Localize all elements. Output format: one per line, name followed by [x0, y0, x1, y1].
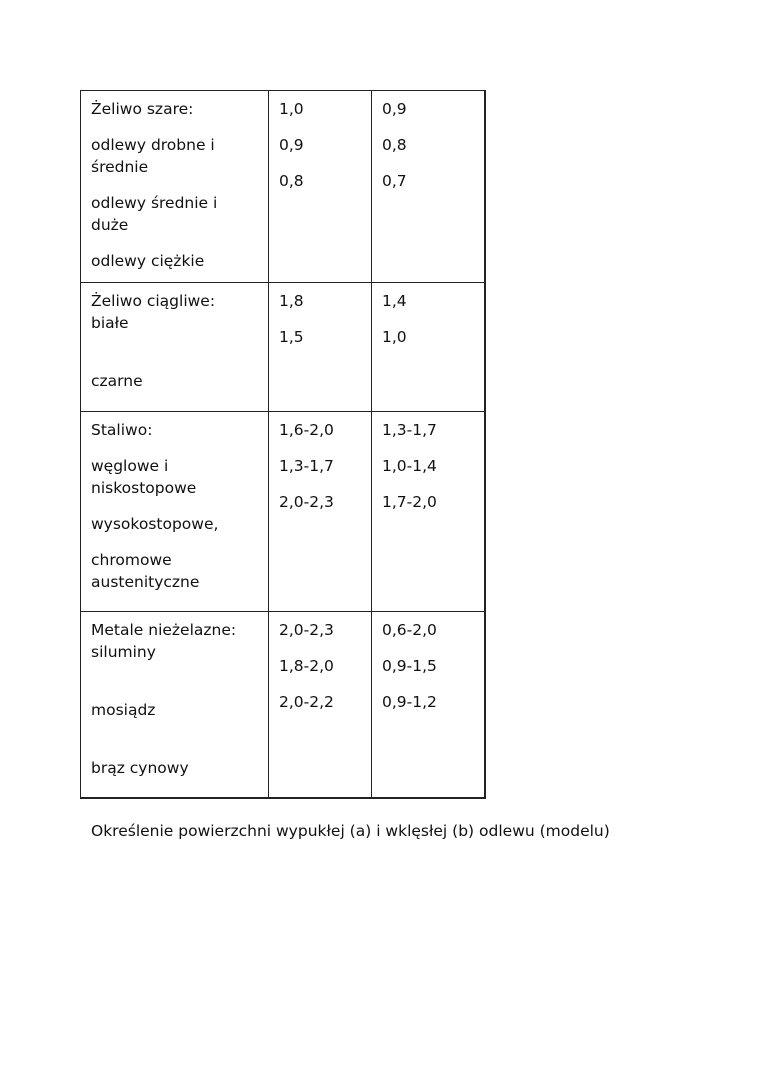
value: 0,9	[279, 136, 304, 154]
value: 1,6-2,0	[279, 421, 334, 439]
table-row	[81, 283, 486, 412]
material-subtype: węglowe i niskostopowe	[91, 457, 197, 497]
table-row	[81, 412, 486, 612]
value: 1,7-2,0	[382, 493, 437, 511]
value-cell	[372, 283, 486, 412]
value: 2,0-2,2	[279, 693, 334, 711]
value-cell	[372, 612, 486, 799]
value: 1,0-1,4	[382, 457, 437, 475]
value: 1,0	[382, 328, 407, 346]
value: 1,3-1,7	[279, 457, 334, 475]
material-heading: Staliwo:	[91, 421, 153, 439]
value: 2,0-2,3	[279, 621, 334, 639]
figure-caption: Określenie powierzchni wypukłej (a) i wklęsłej (b) odlewu (modelu)	[91, 822, 610, 840]
value: 0,7	[382, 172, 407, 190]
material-table	[80, 90, 486, 799]
value: 0,8	[382, 136, 407, 154]
material-subtype: czarne	[91, 372, 143, 390]
value: 1,8	[279, 292, 304, 310]
value: 0,9	[382, 100, 407, 118]
value-cell	[372, 412, 486, 612]
material-subtype: mosiądz	[91, 701, 156, 719]
material-subtype: siluminy	[91, 643, 156, 661]
material-subtype: odlewy ciężkie	[91, 252, 205, 270]
value: 1,3-1,7	[382, 421, 437, 439]
table-row	[81, 91, 486, 283]
material-subtype: odlewy średnie i duże	[91, 194, 218, 234]
material-subtype: odlewy drobne i średnie	[91, 136, 215, 176]
value: 1,4	[382, 292, 407, 310]
material-heading: Metale nieżelazne:	[91, 621, 237, 639]
value: 1,0	[279, 100, 304, 118]
value: 0,9-1,5	[382, 657, 437, 675]
value: 1,8-2,0	[279, 657, 334, 675]
value-cell	[269, 91, 372, 283]
value-cell	[269, 412, 372, 612]
value: 0,9-1,2	[382, 693, 437, 711]
material-subtype: chromowe austenityczne	[91, 551, 200, 591]
value-cell	[372, 91, 486, 283]
value: 0,6-2,0	[382, 621, 437, 639]
material-heading: Żeliwo ciągliwe:	[91, 292, 216, 310]
material-subtype: białe	[91, 314, 129, 332]
material-cell	[81, 283, 269, 412]
material-subtype: wysokostopowe,	[91, 515, 219, 533]
table-row	[81, 612, 486, 799]
value-cell	[269, 283, 372, 412]
value: 1,5	[279, 328, 304, 346]
material-cell	[81, 412, 269, 612]
value: 2,0-2,3	[279, 493, 334, 511]
value: 0,8	[279, 172, 304, 190]
material-cell	[81, 91, 269, 283]
material-heading: Żeliwo szare:	[91, 100, 194, 118]
material-cell	[81, 612, 269, 799]
value-cell	[269, 612, 372, 799]
material-subtype: brąz cynowy	[91, 759, 189, 777]
